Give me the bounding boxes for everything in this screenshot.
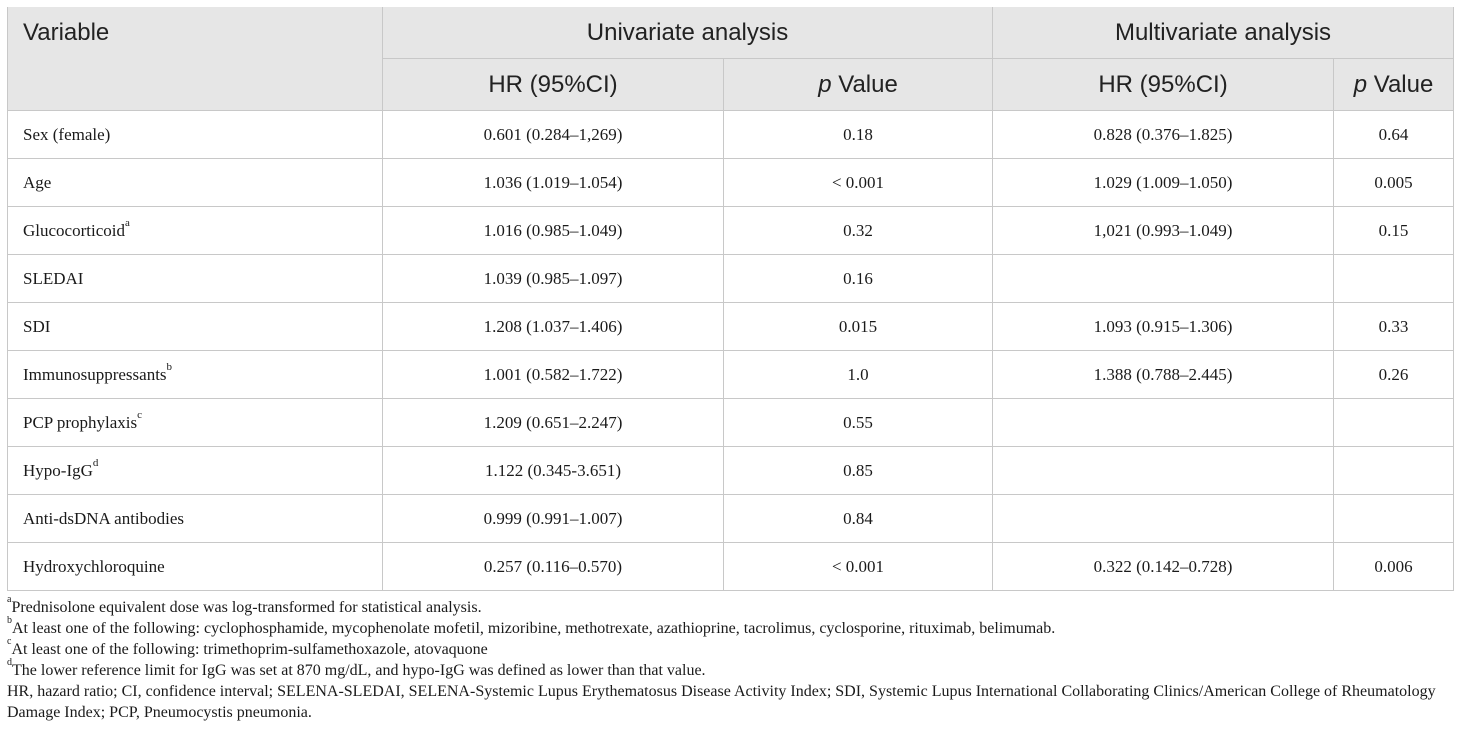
cell-multi-hr: 1.029 (1.009–1.050)	[993, 159, 1334, 207]
cell-uni-p: 0.84	[724, 495, 993, 543]
variable-label: SDI	[23, 316, 51, 336]
cell-uni-hr: 0.257 (0.116–0.570)	[383, 543, 724, 591]
cell-uni-p: 0.015	[724, 303, 993, 351]
footnote-abbreviations: HR, hazard ratio; CI, confidence interval; SELENA-SLEDAI, SELENA-Systemic Lupus Erythematosus Disease Activity Index; SDI, Systemic Lupus International Collaborating Clinics/American College of Rheumatology Damage Index; PCP, Pneumocystis pneumonia.	[7, 683, 1436, 721]
variable-label: Age	[23, 172, 52, 192]
table-row	[8, 495, 1454, 543]
cell-variable	[8, 159, 383, 207]
footnotes	[7, 593, 1453, 723]
header-multi-p	[1334, 59, 1454, 111]
cell-multi-p: 0.005	[1334, 159, 1454, 207]
cell-multi-hr: 1.388 (0.788–2.445)	[993, 351, 1334, 399]
cell-multi-p: 0.15	[1334, 207, 1454, 255]
cell-multi-p: 0.006	[1334, 543, 1454, 591]
cell-uni-p: 0.32	[724, 207, 993, 255]
footnote-a	[7, 593, 1453, 618]
header-univariate: Univariate analysis	[383, 7, 993, 59]
cell-uni-hr: 1.209 (0.651–2.247)	[383, 399, 724, 447]
p-value-text: Value	[831, 70, 898, 98]
footnote-mark: d	[7, 656, 12, 668]
variable-label: PCP prophylaxis	[23, 412, 138, 432]
table-row	[8, 447, 1454, 495]
cell-uni-hr: 1.036 (1.019–1.054)	[383, 159, 724, 207]
cell-uni-p: 0.55	[724, 399, 993, 447]
cell-multi-p	[1334, 399, 1454, 447]
header-variable: Variable	[8, 7, 383, 111]
variable-label: Sex (female)	[23, 124, 111, 144]
cell-uni-hr: 0.601 (0.284–1,269)	[383, 111, 724, 159]
cell-multi-p	[1334, 495, 1454, 543]
table-row	[8, 207, 1454, 255]
variable-label: Hydroxychloroquine	[23, 556, 165, 576]
variable-label: Hypo-IgG	[23, 460, 93, 480]
footnote-ref: d	[92, 456, 99, 469]
cell-multi-hr	[993, 495, 1334, 543]
cell-uni-p: 0.18	[724, 111, 993, 159]
footnote-d	[7, 656, 1453, 681]
cell-multi-hr: 1,021 (0.993–1.049)	[993, 207, 1334, 255]
cell-multi-p: 0.64	[1334, 111, 1454, 159]
cell-variable	[8, 351, 383, 399]
variable-label: Immunosuppressants	[23, 364, 167, 384]
table-body	[8, 111, 1454, 591]
p-italic: p	[1353, 70, 1368, 98]
header-multivariate: Multivariate analysis	[993, 7, 1454, 59]
footnote-ref: a	[124, 216, 130, 229]
cell-uni-p: < 0.001	[724, 159, 993, 207]
variable-label: Glucocorticoid	[23, 220, 125, 240]
table-row	[8, 111, 1454, 159]
cell-uni-hr: 1.208 (1.037–1.406)	[383, 303, 724, 351]
cell-multi-hr	[993, 399, 1334, 447]
cell-multi-hr: 0.828 (0.376–1.825)	[993, 111, 1334, 159]
table-row	[8, 303, 1454, 351]
footnote-text: The lower reference limit for IgG was set at 870 mg/dL, and hypo-IgG was defined as lower than that value.	[12, 662, 706, 679]
header-uni-p	[724, 59, 993, 111]
footnote-b	[7, 614, 1453, 639]
footnote-mark: b	[7, 614, 12, 626]
cell-variable	[8, 495, 383, 543]
footnote-ref: b	[166, 360, 173, 373]
cell-uni-p: 0.85	[724, 447, 993, 495]
variable-label: SLEDAI	[23, 268, 84, 288]
cell-multi-hr	[993, 447, 1334, 495]
cell-variable	[8, 255, 383, 303]
table-row	[8, 543, 1454, 591]
cell-multi-p	[1334, 255, 1454, 303]
cell-variable	[8, 543, 383, 591]
cell-variable	[8, 207, 383, 255]
table-header	[8, 7, 1454, 111]
cell-variable	[8, 111, 383, 159]
footnote-mark: c	[7, 635, 12, 647]
table-row	[8, 159, 1454, 207]
cell-multi-p	[1334, 447, 1454, 495]
cell-uni-p: < 0.001	[724, 543, 993, 591]
cell-variable	[8, 399, 383, 447]
cell-multi-p: 0.26	[1334, 351, 1454, 399]
variable-label: Anti-dsDNA antibodies	[23, 508, 185, 528]
cell-uni-hr: 1.039 (0.985–1.097)	[383, 255, 724, 303]
header-uni-hr: HR (95%CI)	[383, 59, 724, 111]
footnote-text: At least one of the following: cyclophosphamide, mycophenolate mofetil, mizoribine, methotrexate, azathioprine, tacrolimus, cyclosporine, rituximab, belimumab.	[12, 620, 1056, 637]
table-row	[8, 255, 1454, 303]
p-value-text: Value	[1367, 70, 1434, 98]
header-multi-hr: HR (95%CI)	[993, 59, 1334, 111]
cell-uni-hr: 1.001 (0.582–1.722)	[383, 351, 724, 399]
cell-variable	[8, 447, 383, 495]
p-italic: p	[818, 70, 832, 98]
cell-variable	[8, 303, 383, 351]
cell-multi-hr: 1.093 (0.915–1.306)	[993, 303, 1334, 351]
hazard-ratio-table	[7, 7, 1454, 591]
cell-uni-hr: 1.016 (0.985–1.049)	[383, 207, 724, 255]
footnote-mark: a	[7, 593, 12, 605]
cell-multi-hr	[993, 255, 1334, 303]
table-container	[7, 7, 1453, 723]
footnote-ref: c	[137, 408, 143, 421]
table-row	[8, 399, 1454, 447]
cell-uni-hr: 0.999 (0.991–1.007)	[383, 495, 724, 543]
cell-uni-hr: 1.122 (0.345-3.651)	[383, 447, 724, 495]
table-row	[8, 351, 1454, 399]
cell-uni-p: 0.16	[724, 255, 993, 303]
footnote-text: At least one of the following: trimethoprim-sulfamethoxazole, atovaquone	[11, 641, 488, 658]
cell-multi-hr: 0.322 (0.142–0.728)	[993, 543, 1334, 591]
footnote-text: Prednisolone equivalent dose was log-transformed for statistical analysis.	[11, 599, 482, 616]
cell-uni-p: 1.0	[724, 351, 993, 399]
cell-multi-p: 0.33	[1334, 303, 1454, 351]
footnote-c	[7, 635, 1453, 660]
